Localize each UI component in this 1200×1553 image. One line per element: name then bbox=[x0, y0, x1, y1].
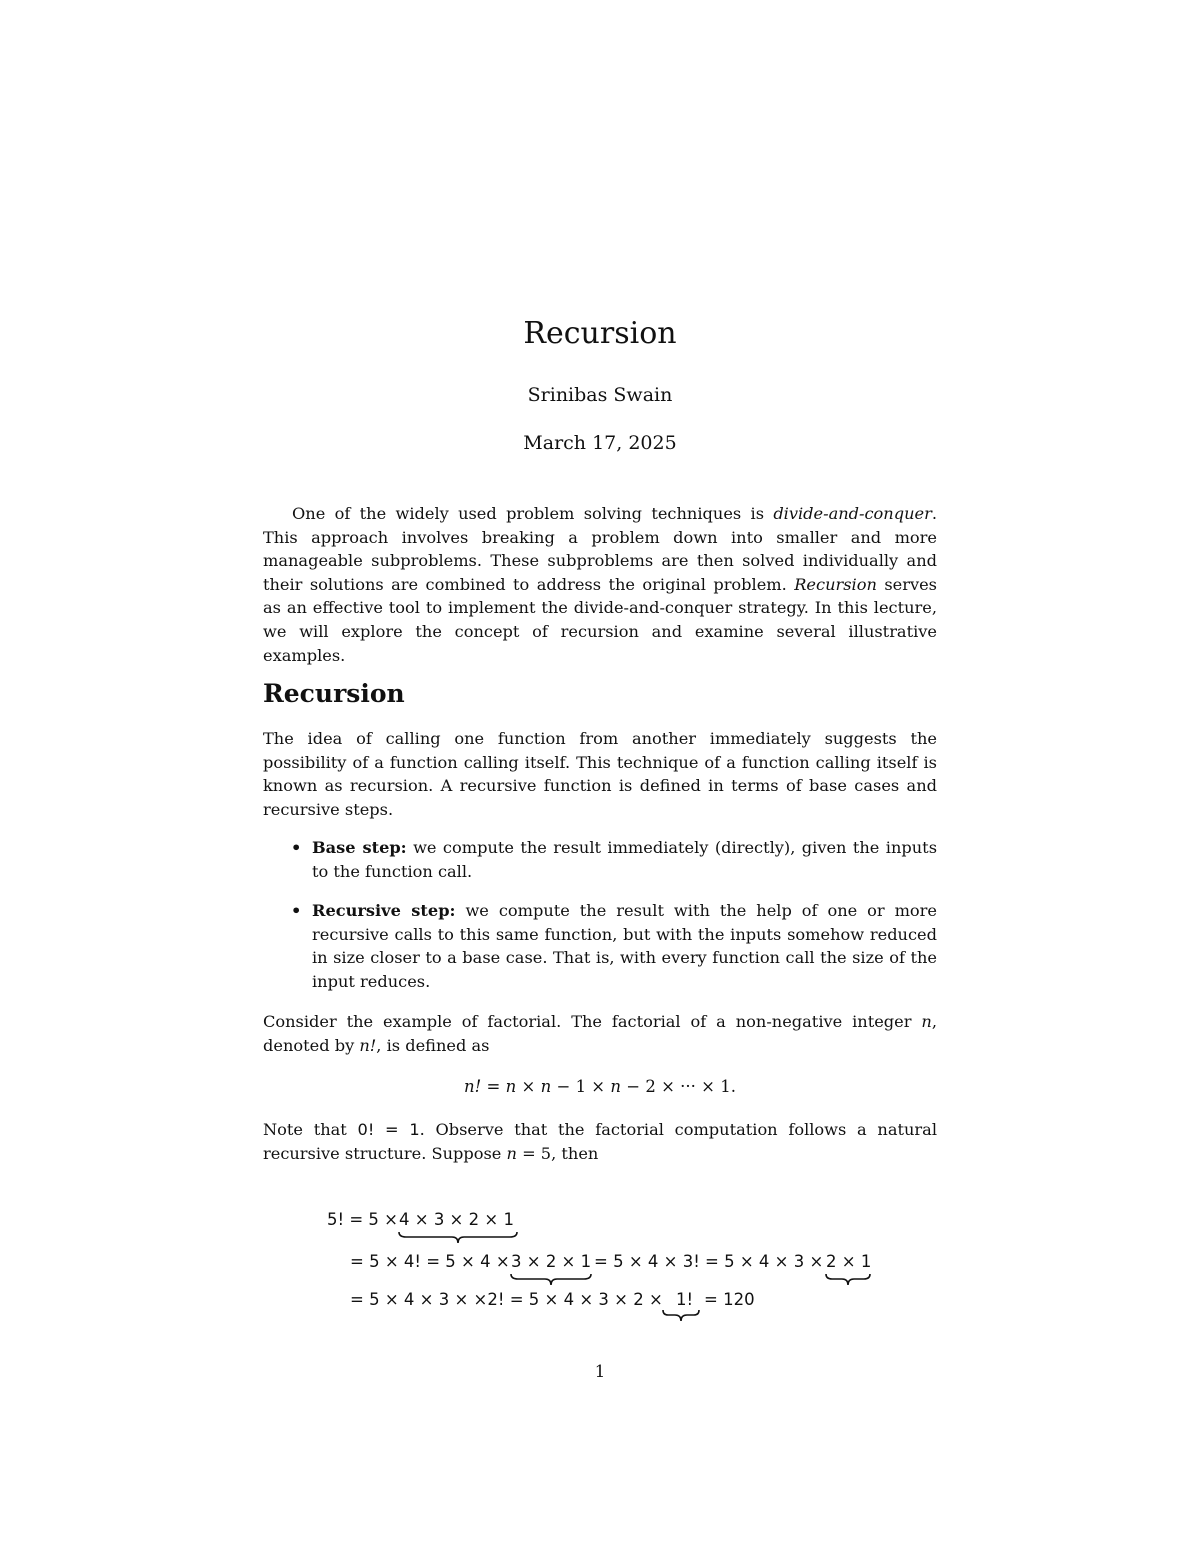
derivation-line2-part4: 2 × 1 bbox=[826, 1252, 872, 1271]
section-heading: Recursion bbox=[263, 679, 405, 708]
base-step-text: we compute the result immediately (directly), given the inputs to the function call. bbox=[312, 838, 937, 881]
note-text-1: Note that bbox=[263, 1120, 358, 1139]
underbrace-icon bbox=[825, 1273, 871, 1287]
note-text-3: = 5, then bbox=[516, 1143, 599, 1163]
base-step-term: Base step: bbox=[312, 838, 407, 857]
equation-term-3: − 2 × ··· × 1. bbox=[621, 1077, 736, 1096]
recursive-step-term: Recursive step: bbox=[312, 901, 456, 921]
abstract-emphasis-divide-and-conquer: divide-and-conquer bbox=[773, 504, 932, 523]
factorial-text-1: Consider the example of factorial. The factorial of a non-negative integer bbox=[263, 1012, 922, 1031]
derivation-line3-part3: = 120 bbox=[704, 1290, 755, 1309]
page-number: 1 bbox=[594, 1362, 606, 1381]
recursive-step-text: we compute the result with the help of one or more recursive calls to this same function, but with the inputs somehow reduced in size closer to a base case. That is, with every function call the size of the input reduces. bbox=[312, 901, 937, 991]
derivation-line1-part1: 5! = 5 × bbox=[327, 1210, 398, 1229]
underbrace-icon bbox=[510, 1273, 592, 1287]
equation-term-1: × bbox=[516, 1077, 541, 1096]
equation-var-2: n bbox=[540, 1077, 552, 1096]
underbrace-icon bbox=[662, 1309, 700, 1323]
equation-term-2: − 1 × bbox=[551, 1077, 611, 1096]
abstract-text-3: serves as an effective tool to implement the divide-and-conquer strategy. In this lecture, we will explore the concept of recursion and examine several illustrative examples. bbox=[263, 574, 937, 665]
variable-n-factorial: n! bbox=[359, 1035, 377, 1055]
bullet-icon: • bbox=[291, 838, 302, 857]
derivation-line3-part1: = 5 × 4 × 3 × ×2! = 5 × 4 × 3 × 2 × bbox=[350, 1290, 663, 1309]
intro-paragraph: The idea of calling one function from another immediately suggests the possibility of a function calling itself. This technique of a function calling itself is known as recursion. A recursive function is defined in terms of base cases and recursive steps. bbox=[263, 729, 937, 819]
zero-factorial: 0! = 1 bbox=[357, 1120, 420, 1139]
derivation-line1-part2: 4 × 3 × 2 × 1 bbox=[399, 1210, 514, 1229]
note-variable-n: n bbox=[506, 1143, 517, 1163]
equation-equals: = bbox=[481, 1077, 506, 1096]
factorial-text-3: , is defined as bbox=[376, 1035, 490, 1055]
derivation-line3-part2: 1! bbox=[676, 1290, 694, 1309]
abstract-text-1: One of the widely used problem solving techniques is bbox=[292, 504, 774, 523]
underbrace-icon bbox=[398, 1231, 518, 1245]
derivation-line2-part3: = 5 × 4 × 3! = 5 × 4 × 3 × bbox=[594, 1252, 824, 1271]
variable-n: n bbox=[921, 1012, 932, 1031]
equation-var-1: n bbox=[505, 1077, 517, 1096]
equation-var-3: n bbox=[610, 1077, 622, 1096]
author-name: Srinibas Swain bbox=[527, 384, 673, 406]
note-text-2: . Observe that the factorial computation follows a natural recursive structure. Suppose bbox=[263, 1120, 937, 1163]
paper-date: March 17, 2025 bbox=[523, 432, 677, 454]
bullet-icon: • bbox=[291, 901, 302, 921]
factorial-text-2: , denoted by bbox=[263, 1012, 937, 1055]
abstract-emphasis-recursion: Recursion bbox=[794, 574, 877, 594]
derivation-line2-part2: 3 × 2 × 1 bbox=[511, 1252, 592, 1271]
equation-lhs: n! bbox=[464, 1077, 482, 1096]
derivation-line2-part1: = 5 × 4! = 5 × 4 × bbox=[350, 1252, 510, 1271]
paper-title: Recursion bbox=[523, 316, 677, 351]
abstract-text-2: . This approach involves breaking a problem down into smaller and more manageable subproblems. These subproblems are then solved individually and their solutions are combined to address the original problem. bbox=[263, 504, 937, 594]
